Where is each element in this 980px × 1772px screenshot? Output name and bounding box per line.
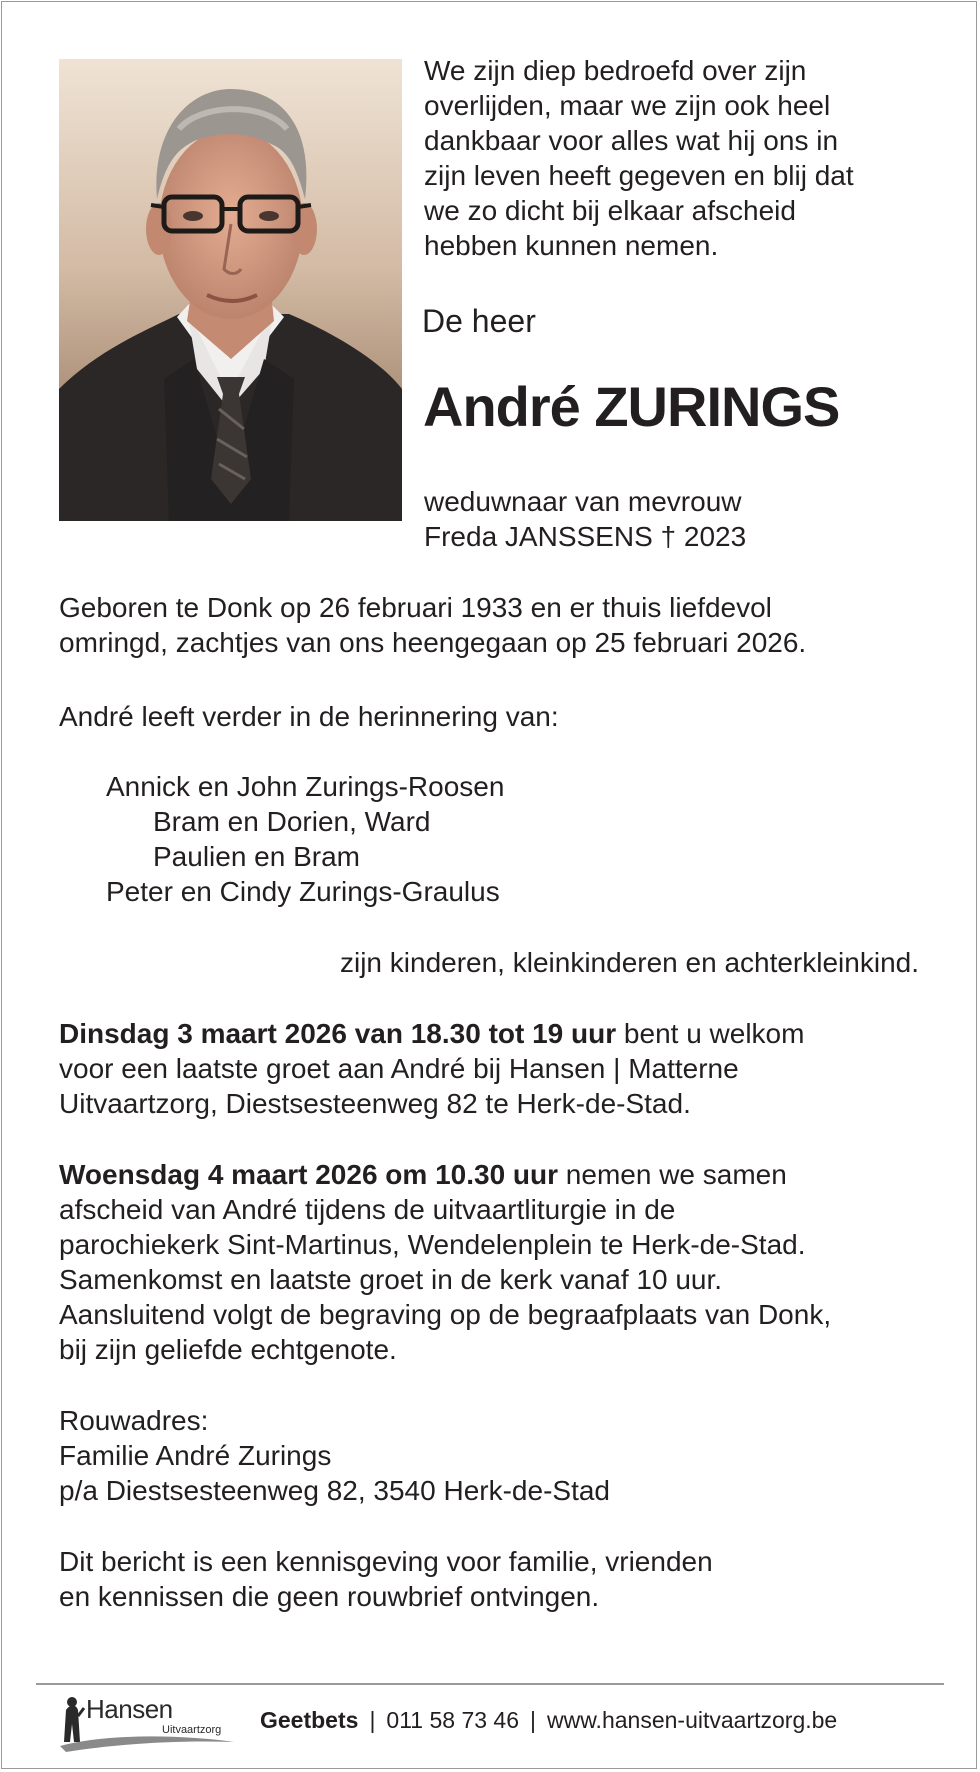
birth-line: Geboren te Donk op 26 februari 1933 en er thuis liefdevol — [59, 592, 772, 623]
address-line: p/a Diestsesteenweg 82, 3540 Herk-de-Stad — [59, 1475, 610, 1506]
funeral-home-logo — [56, 1690, 236, 1756]
family-member: Paulien en Bram — [153, 841, 361, 872]
funeral-text: bij zijn geliefde echtgenote. — [59, 1334, 397, 1365]
address-label: Rouwadres: — [59, 1405, 209, 1436]
honorific-title: De heer — [422, 303, 536, 339]
visitation-text: bent u welkom — [616, 1018, 805, 1049]
widow-line: Freda JANSSENS † 2023 — [424, 521, 747, 552]
visitation-text: voor een laatste groet aan André bij Hansen | Matterne — [59, 1053, 739, 1084]
footer-phone[interactable]: 011 58 73 46 — [386, 1707, 520, 1733]
intro-line: overlijden, maar we zijn ook heel — [424, 90, 831, 121]
family-relation: zijn kinderen, kleinkinderen en achterkleinkind. — [339, 947, 919, 978]
notice-line: Dit bericht is een kennisgeving voor familie, vrienden — [59, 1546, 713, 1577]
footer-website-link[interactable]: www.hansen-uitvaartzorg.be — [547, 1707, 838, 1733]
portrait-photo — [59, 59, 402, 521]
funeral-text: Aansluitend volgt de begraving op de begraafplaats van Donk, — [59, 1299, 832, 1330]
funeral-text: afscheid van André tijdens de uitvaartliturgie in de — [59, 1194, 676, 1225]
visitation-text: Uitvaartzorg, Diestsesteenweg 82 te Herk-de-Stad. — [59, 1088, 691, 1119]
intro-line: we zo dicht bij elkaar afscheid — [424, 195, 796, 226]
family-member: Peter en Cindy Zurings-Graulus — [106, 876, 500, 907]
funeral-text: parochiekerk Sint-Martinus, Wendelenplein te Herk-de-Stad. — [59, 1229, 806, 1260]
footer-contact — [260, 1705, 837, 1735]
deceased-name: André ZURINGS — [423, 375, 840, 438]
intro-line: hebben kunnen nemen. — [424, 230, 719, 261]
funeral-date: Woensdag 4 maart 2026 om 10.30 uur — [59, 1159, 559, 1190]
family-member: Annick en John Zurings-Roosen — [106, 771, 505, 802]
funeral-text: nemen we samen — [558, 1159, 787, 1190]
footer-city: Geetbets — [260, 1707, 359, 1733]
logo-name: Hansen — [86, 1694, 173, 1724]
notice-paragraph — [59, 1544, 713, 1614]
birth-line: omringd, zachtjes van ons heengegaan op 25 februari 2026. — [59, 627, 807, 658]
logo-subtitle: Uitvaartzorg — [162, 1724, 222, 1736]
widow-text — [424, 484, 746, 554]
address-line: Familie André Zurings — [59, 1440, 332, 1471]
footer-separator: | — [369, 1707, 376, 1733]
memory-intro: André leeft verder in de herinnering van: — [59, 701, 559, 732]
footer-separator: | — [530, 1707, 536, 1733]
intro-line: zijn leven heeft gegeven en blij dat — [424, 160, 854, 191]
visitation-date: Dinsdag 3 maart 2026 van 18.30 tot 19 uur — [59, 1018, 617, 1049]
intro-line: dankbaar voor alles wat hij ons in — [424, 125, 839, 156]
notice-line: en kennissen die geen rouwbrief ontvingen. — [59, 1581, 600, 1612]
intro-text — [424, 53, 854, 263]
intro-line: We zijn diep bedroefd over zijn — [424, 55, 807, 86]
birth-death-paragraph — [59, 590, 806, 660]
mourning-address — [59, 1403, 610, 1508]
family-member: Bram en Dorien, Ward — [153, 806, 431, 837]
funeral-text: Samenkomst en laatste groet in de kerk vanaf 10 uur. — [59, 1264, 723, 1295]
funeral-paragraph — [59, 1157, 831, 1367]
footer-divider — [36, 1683, 944, 1685]
family-list — [106, 769, 504, 909]
widow-line: weduwnaar van mevrouw — [424, 486, 742, 517]
visitation-paragraph — [59, 1016, 804, 1121]
